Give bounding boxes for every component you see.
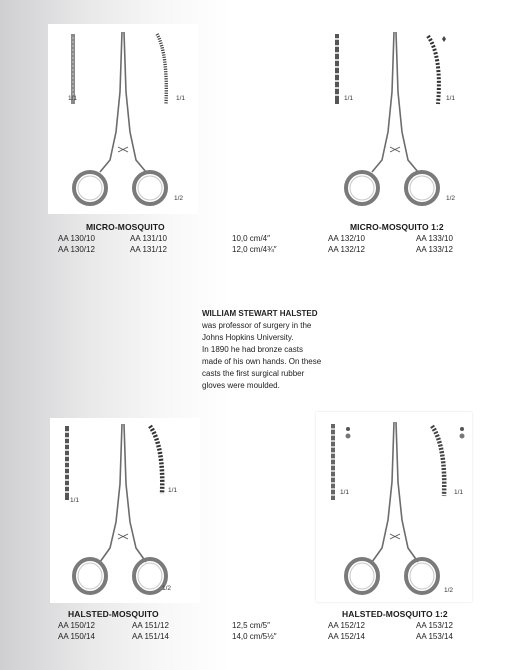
- product-title: MICRO-MOSQUITO 1:2: [350, 222, 444, 232]
- product-code: AA 132/10: [328, 234, 365, 243]
- size-label: 10,0 cm/4″: [232, 234, 270, 243]
- note-line: made of his own hands. On these: [202, 357, 322, 366]
- scale-label: 1/1: [68, 95, 78, 102]
- scale-label: 1/1: [454, 489, 464, 496]
- product-code: AA 152/14: [328, 632, 365, 641]
- product-image-micro-mosquito-1-2: [322, 24, 472, 214]
- hemostat-illustration: [70, 32, 170, 210]
- size-label: 12,0 cm/4¾″: [232, 245, 277, 254]
- scale-label: 1/2: [174, 195, 184, 202]
- product-code: AA 153/14: [416, 632, 453, 641]
- scale-label: 1/1: [176, 95, 186, 102]
- product-code: AA 130/12: [58, 245, 95, 254]
- note-line: casts the first surgical rubber: [202, 369, 305, 378]
- product-code: AA 151/14: [132, 632, 169, 641]
- note-line: was professor of surgery in the: [202, 321, 312, 330]
- scale-label: 1/2: [446, 195, 456, 202]
- note-line: In 1890 he had bronze casts: [202, 345, 303, 354]
- product-image-halsted-mosquito: [50, 418, 200, 603]
- scale-label: 1/1: [446, 95, 456, 102]
- straight-jaw-detail: [328, 424, 338, 500]
- size-label: 14,0 cm/5½″: [232, 632, 277, 641]
- product-code: AA 131/10: [130, 234, 167, 243]
- product-image-halsted-mosquito-1-2: [316, 412, 472, 602]
- product-code: AA 152/12: [328, 621, 365, 630]
- product-code: AA 131/12: [130, 245, 167, 254]
- scale-label: 1/2: [444, 587, 454, 594]
- product-code: AA 150/12: [58, 621, 95, 630]
- note-line: Johns Hopkins University.: [202, 333, 294, 342]
- hemostat-illustration: [342, 32, 442, 210]
- product-code: AA 133/10: [416, 234, 453, 243]
- scale-label: 1/1: [340, 489, 350, 496]
- product-code: AA 132/12: [328, 245, 365, 254]
- product-title: HALSTED-MOSQUITO: [68, 609, 159, 619]
- product-code: AA 133/12: [416, 245, 453, 254]
- note-heading: WILLIAM STEWART HALSTED: [202, 309, 318, 318]
- size-label: 12,5 cm/5″: [232, 621, 270, 630]
- product-code: AA 130/10: [58, 234, 95, 243]
- scale-label: 1/1: [344, 95, 354, 102]
- product-code: AA 153/12: [416, 621, 453, 630]
- hemostat-illustration: [342, 422, 442, 598]
- product-code: AA 151/12: [132, 621, 169, 630]
- product-title: MICRO-MOSQUITO: [86, 222, 165, 232]
- scale-label: 1/2: [162, 585, 172, 592]
- scale-label: 1/1: [70, 497, 80, 504]
- product-image-micro-mosquito: [48, 24, 198, 214]
- hemostat-illustration: [70, 424, 170, 599]
- jaw-tip-icon: [458, 426, 466, 440]
- product-title: HALSTED-MOSQUITO 1:2: [342, 609, 448, 619]
- straight-jaw-detail: [332, 34, 342, 104]
- scale-label: 1/1: [168, 487, 178, 494]
- note-line: gloves were moulded.: [202, 381, 280, 390]
- halsted-note: [202, 308, 342, 392]
- product-code: AA 150/14: [58, 632, 95, 641]
